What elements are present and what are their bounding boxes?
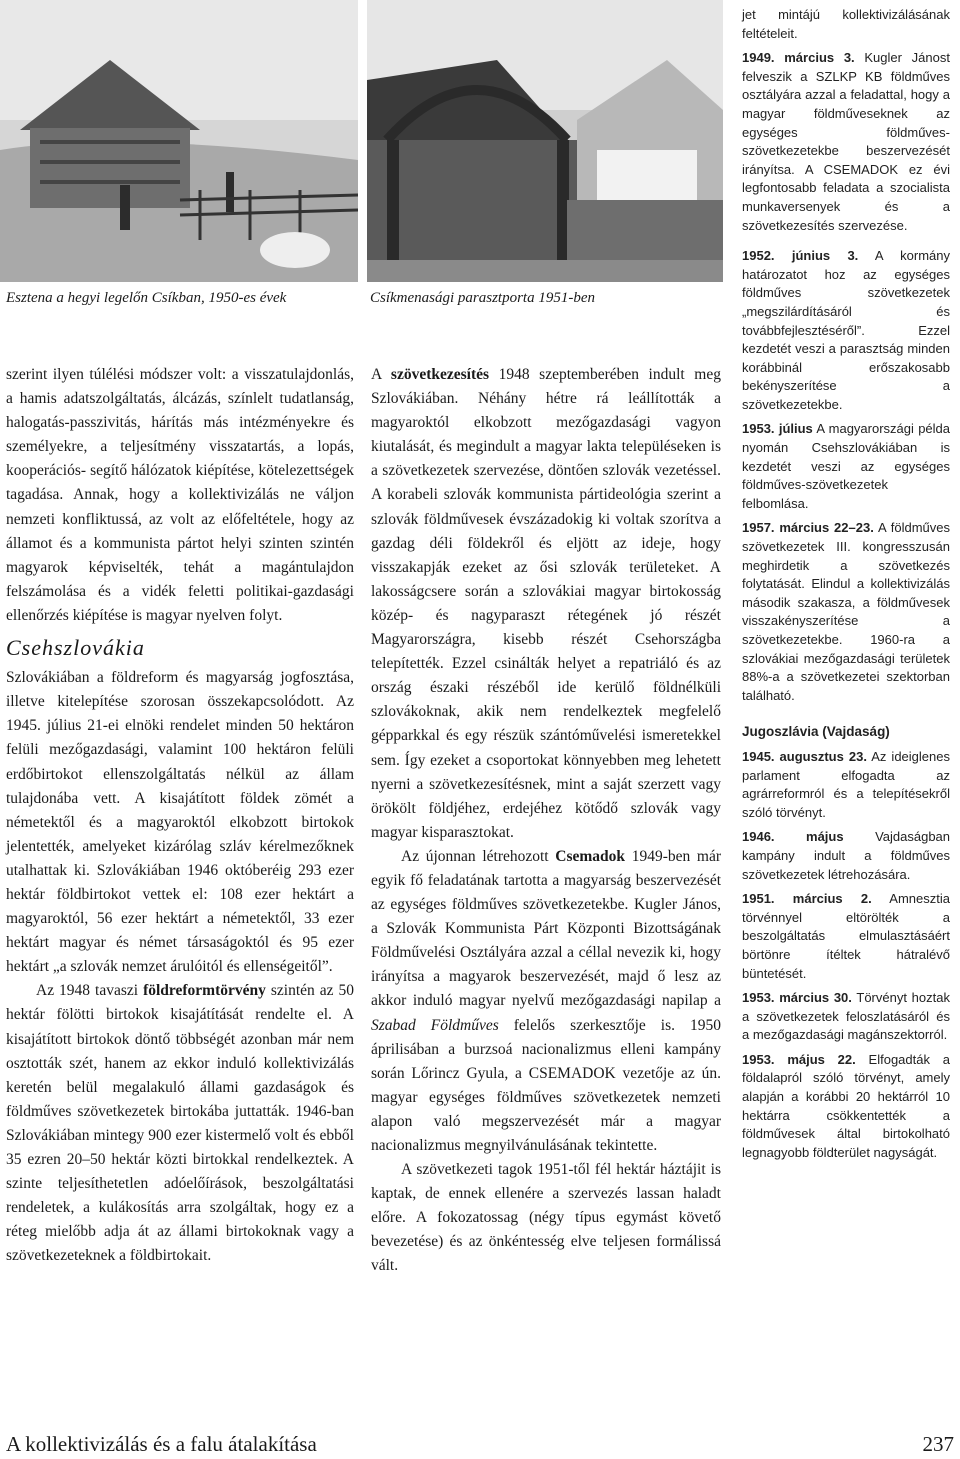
column-middle	[371, 363, 721, 1279]
photo-right-caption: Csíkmenasági parasztporta 1951-ben	[370, 290, 595, 306]
paragraph: Az újonnan létrehozott Csemadok 1949-ben már egyik fő feladatának tartotta a magyarság beszervezését az egységes földműves szövetkezetekbe. Kugler János, a Szlovák Kommunista Párt Központi Bizottságának Földművelési Osztályára azzal a céllal nevezik ki, hogy irányítsa a magyarok beszervezését, majd ő lesz az akkor induló magyar nyelvű mezőgazdasági napilap a Szabad Földműves felelős szerkesztője is. 1950 áprilisában a burzsoá nacionalizmus elleni kampány során Lőrincz Gyula, a CSEMADOK vezetője az ún. magyar egységes földműves szövetkezetek nemzeti alapon való megszervezését már a magyar nacionalizmus megnyilvánulásának tekintette.	[371, 847, 721, 1154]
paragraph: A szövetkezeti tagok 1951-től fél hektár háztájit is kaptak, de ennek ellenére a szervezés lassan haladt előre. A fokozatossag (négy típus egymást követő bevezetése) és az önkéntesség elve teljesen formálissá vált.	[371, 1161, 721, 1275]
paragraph: Az 1948 tavaszi földreformtörvény szintén az 50 hektár fölötti birtokok kisajátítását rendelte el. A kisajátított birtokok döntő többségét azonban már nem osztották szét, hanem az ekkor induló kollektivizálás keretén belül megalakuló állami gazdaságok és földműves szövetkezetek birtokába juttatták. 1946-ban Szlovákiában mintegy 900 ezer kistermelő volt és ebből 35 ezren 20–50 hektár közti birtokkal rendelkeztek. A szinte teljesíthetetlen adóelőírások, beszolgáltatási rendeletek, a kulákosítás arra szolgáltak, hogy ez a réteg mielőbb adja át az állami birtokoknak vagy a szövetkezeteknek a földbirtokait.	[6, 982, 354, 1265]
timeline-entry: 1952. június 3. A kormány határozatot hoz az egységes földműves szövetkezetek „megszilárdításáról és továbbfejlesztéséről”. Ezzel kezdetét veszi a parasztság minden korábbinál erőszakosabb bekényszerítése a szövetkezetekbe.	[742, 248, 950, 412]
photo-peasant-gate	[367, 0, 723, 282]
paragraph: A szövetkezesítés 1948 szeptemberében indult meg Szlovákiában. Néhány hétre rá leállították a magyaroktól elkobzott mezőgazdasági vagyon kiutalását, és megindult a magyar lakta településeken is a szövetkezetek szervezése, döntően szlovák vezetéssel. A korabeli szlovák kommunista pártideológia szerint a szlovák földművesek évszázadokig ki voltak szorítva a gazdag déli földekről és eljött az ideje, hogy visszakapják ezeket az ősi szlovák területeket. A lakosságcsere során a szlovákiai magyar birtokosság közép- és nagyparaszt rétegének jó részét Magyarországra, kisebb részét Csehországba telepítették. Ezzel csinálták helyet a repatriáló és az ország északi részéből ide kerülő földnélküli szlovákoknak, akik nem rendelkeztek megfelelő gépparkkal és egy részük szántóművelési ismeretekkel sem. Így ezeket a csoportokat könnyebben meg lehetett nyerni a szövetkezesítésnek, mint a saját szerzett vagy örökölt földjéhez, erdejéhez kötődő szlovák vagy magyar kisparasztokat.	[371, 366, 721, 841]
section-heading-csehszlovakia: Csehszlovákia	[6, 635, 145, 661]
timeline-entry: 1946. május Vajdaságban kampány indult a földműves szövetkezetek létrehozására.	[742, 829, 951, 882]
timeline-heading-jugoszlavia: Jugoszlávia (Vajdaság)	[742, 724, 890, 740]
timeline-entry: 1953. május 22. Elfogadták a földalapról szóló törvényt, amely alapján a korábbi 20 hektárról 10 hektárra csökkentették a földművesek által birtokolható legnagyobb földterület nagyságát.	[742, 1051, 951, 1160]
running-footer-title: A kollektivizálás és a falu átalakítása	[6, 1432, 317, 1456]
photo-mountain-hut	[0, 0, 358, 282]
timeline-jugoszlavia	[742, 748, 950, 1162]
timeline-entry: 1949. március 3. Kugler Jánost felveszik a SZLKP KB földműves osztályára azzal a feladattal, hogy a magyar földműveseknek az egységes földműves-szövetkezetekbe beszervezését irányítsa. A CSEMADOK ez évi legfontosabb feladata a szocialista munkaversenyek és a szövetkezesítés szervezése.	[742, 50, 950, 233]
timeline-entry: 1945. augusztus 23. Az ideiglenes parlament elfogadta az agrárreformról és a telepítésekről szóló törvényt.	[742, 748, 950, 820]
paragraph: Szlovákiában a földreform és magyarság jogfosztása, illetve kitelepítése szorosan összekapcsolódott. Az 1945. július 21-ei elnöki rendelet minden 50 hektáron felüli mezőgazdasági, valamint 100 hektáron felüli erdőbirtokot ellenszolgáltatás nélkül az állam tulajdonába vett. A kisajátított földek zömét a németektől és a magyaroktól elkobzott birtokok jelentették, amelyeket kizárólag szláv kérelmezőknek utalhattak ki. Szlovákiában 1946 októberéig 293 ezer hektár földbirtokot vettek el: 108 ezer hektárt a magyaroktól, 56 ezer hektárt a németektől, 33 ezer hektárt magyar és német társaságoktól és 95 ezer hektárt „a szlovák nemzet árulóitól és ellenségeitől”.	[6, 669, 354, 976]
timeline-entry: 1953. március 30. Törvényt hoztak a szövetkezetek feloszlatásáról és a mezőgazdasági magánszektorról.	[742, 990, 950, 1043]
photo-left-caption: Esztena a hegyi legelőn Csíkban, 1950-es évek	[6, 290, 287, 306]
timeline-csehszlovakia	[742, 49, 950, 705]
hut-photo-illustration	[0, 0, 358, 282]
page-number: 237	[922, 1432, 954, 1456]
timeline-entry: 1951. március 2. Amnesztia törvénnyel eltörölték a beszolgáltatás elmulasztásáért börtönre ítéltek hátralévő büntetését.	[742, 891, 950, 981]
timeline-sidebar	[742, 6, 950, 1168]
paragraph: szerint ilyen túlélési módszer volt: a visszatulajdonlás, a hamis adatszolgáltatás, álcázás, színlelt tudatlanság, halogatás-passzivitás, hárítás más intézményekre és személyekre, a teljesítmény visszatartás, a lopás, kooperációs- segítő hálózatok kiépítése, kötelezettségek tagadása. Annak, hogy a kollektivizálás ne váljon nemzeti konfliktussá, az volt az előfeltétele, hogy az államot és a kommunista pártot helyi szinten szintén magyarok képviselték, tehát a magántulajdon felszámolása és a vidék feletti politikai-gazdasági ellenőrzés kiépítése is magyar nyelven folyt.	[6, 366, 354, 624]
timeline-entry: 1953. július A magyarországi példa nyomán Csehszlovákiában is kezdetét veszi az egységes földműves-szövetkezetek felbomlása.	[742, 421, 951, 511]
timeline-entry: 1957. március 22–23. A földműves szövetkezetek III. kongresszusán meghirdetik a szövetkezés folytatását. Elindul a kollektivizálás második szakasza, a földművesek visszakényszerítése a szövetkezetekbe. 1960-ra a szlovákiai mezőgazdasági területek 88%-a a szövetkezetei szektorban található.	[742, 520, 950, 703]
gate-photo-illustration	[367, 0, 723, 282]
timeline-continuation: jet mintájú kollektivizálásának feltételeit.	[742, 7, 950, 41]
column-left	[6, 363, 354, 1268]
